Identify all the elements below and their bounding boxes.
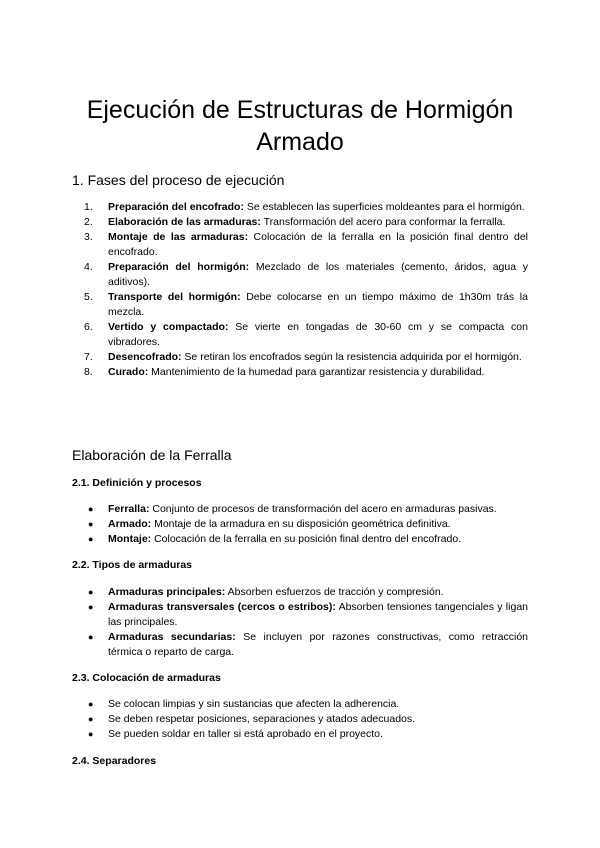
list-term: Armaduras secundarias: <box>108 631 236 643</box>
list-text: Conjunto de procesos de transformación del acero en armaduras pasivas. <box>149 503 497 515</box>
list-item <box>72 585 528 600</box>
tipos-list <box>72 585 528 660</box>
list-text: Colocación de la ferralla en la posición final dentro del encofrado. <box>108 231 528 258</box>
list-term: Armaduras transversales (cercos o estribos): <box>108 601 336 613</box>
list-number: 4. <box>84 261 93 273</box>
list-text: Mezclado de los materiales (cemento, áridos, agua y aditivos). <box>108 261 529 288</box>
list-item <box>72 697 528 712</box>
list-number: 7. <box>84 351 93 363</box>
section-heading-fases-text: 1. Fases del proceso de ejecución <box>72 172 285 188</box>
list-text: Debe colocarse en un tiempo máximo de 1h30m trás la mezcla. <box>108 291 528 318</box>
list-text: Se incluyen por razones constructivas, como retracción térmica o reparto de carga. <box>108 631 528 658</box>
subsection-heading-separadores: 2.4. Separadores <box>72 755 157 767</box>
list-item <box>72 502 528 517</box>
list-item <box>72 215 528 230</box>
list-text: Se retiran los encofrados según la resistencia adquirida por el hormigón. <box>181 351 522 363</box>
section-heading-ferralla: Elaboración de la Ferralla <box>72 447 232 463</box>
colocacion-list <box>72 697 528 742</box>
list-term: Montaje de las armaduras: <box>108 231 249 243</box>
list-text: Se deben respetar posiciones, separaciones y atados adecuados. <box>108 713 416 725</box>
list-term: Transporte del hormigón: <box>108 291 241 303</box>
list-term: Elaboración de las armaduras: <box>108 216 261 228</box>
list-item <box>72 200 528 215</box>
document-title: Ejecución de Estructuras de Hormigón Armado <box>86 96 514 156</box>
list-number: 5. <box>84 291 93 303</box>
list-text: Mantenimiento de la humedad para garantizar resistencia y durabilidad. <box>148 366 485 378</box>
list-item <box>72 600 528 630</box>
list-number: 1. <box>84 201 93 213</box>
list-text: Se vierte en tongadas de 30-60 cm y se compacta con vibradores. <box>108 321 528 348</box>
list-text: Montaje de la armadura en su disposición geométrica definitiva. <box>151 518 451 530</box>
list-term: Ferralla: <box>108 503 150 515</box>
subsection-heading-tipos: 2.2. Tipos de armaduras <box>72 559 193 571</box>
bullet: ● <box>88 587 94 597</box>
list-item <box>72 712 528 727</box>
list-item <box>72 290 528 320</box>
list-item <box>72 230 528 260</box>
list-text: Se colocan limpias y sin sustancias que afecten la adherencia. <box>108 698 400 710</box>
list-term: Montaje: <box>108 533 152 545</box>
subsection-heading-colocacion: 2.3. Colocación de armaduras <box>72 672 221 684</box>
list-term: Preparación del encofrado: <box>108 201 244 213</box>
list-item <box>72 320 528 350</box>
list-number: 3. <box>84 231 93 243</box>
list-term: Vertido y compactado: <box>108 321 229 333</box>
list-term: Armaduras principales: <box>108 586 226 598</box>
bullet: ● <box>88 519 94 529</box>
bullet: ● <box>88 534 94 544</box>
list-item <box>72 365 528 380</box>
list-text: Absorben esfuerzos de tracción y compresión. <box>225 586 444 598</box>
list-text: Se pueden soldar en taller si está aprobado en el proyecto. <box>108 728 383 740</box>
list-term: Armado: <box>108 518 152 530</box>
bullet: ● <box>88 602 94 612</box>
list-item <box>72 727 528 742</box>
list-item <box>72 350 528 365</box>
list-number: 6. <box>84 321 93 333</box>
list-number: 8. <box>84 366 93 378</box>
list-text: Absorben tensiones tangenciales y ligan las principales. <box>108 601 528 628</box>
list-item <box>72 260 528 290</box>
list-item <box>72 517 528 532</box>
list-number: 2. <box>84 216 93 228</box>
list-term: Desencofrado: <box>108 351 182 363</box>
list-item <box>72 532 528 547</box>
bullet: ● <box>88 699 94 709</box>
list-text: Se establecen las superficies moldeantes para el hormigón. <box>243 201 525 213</box>
list-item <box>72 630 528 660</box>
bullet: ● <box>88 729 94 739</box>
list-term: Curado: <box>108 366 149 378</box>
subsection-heading-definicion: 2.1. Definición y procesos <box>72 477 202 489</box>
fases-list <box>72 200 528 380</box>
bullet: ● <box>88 714 94 724</box>
list-text: Transformación del acero para conformar la ferralla. <box>260 216 506 228</box>
list-term: Preparación del hormigón: <box>108 261 250 273</box>
bullet: ● <box>88 632 94 642</box>
definicion-list <box>72 502 528 547</box>
list-text: Colocación de la ferralla en su posición final dentro del encofrado. <box>151 533 462 545</box>
bullet: ● <box>88 504 94 514</box>
section-heading-fases <box>72 171 284 189</box>
